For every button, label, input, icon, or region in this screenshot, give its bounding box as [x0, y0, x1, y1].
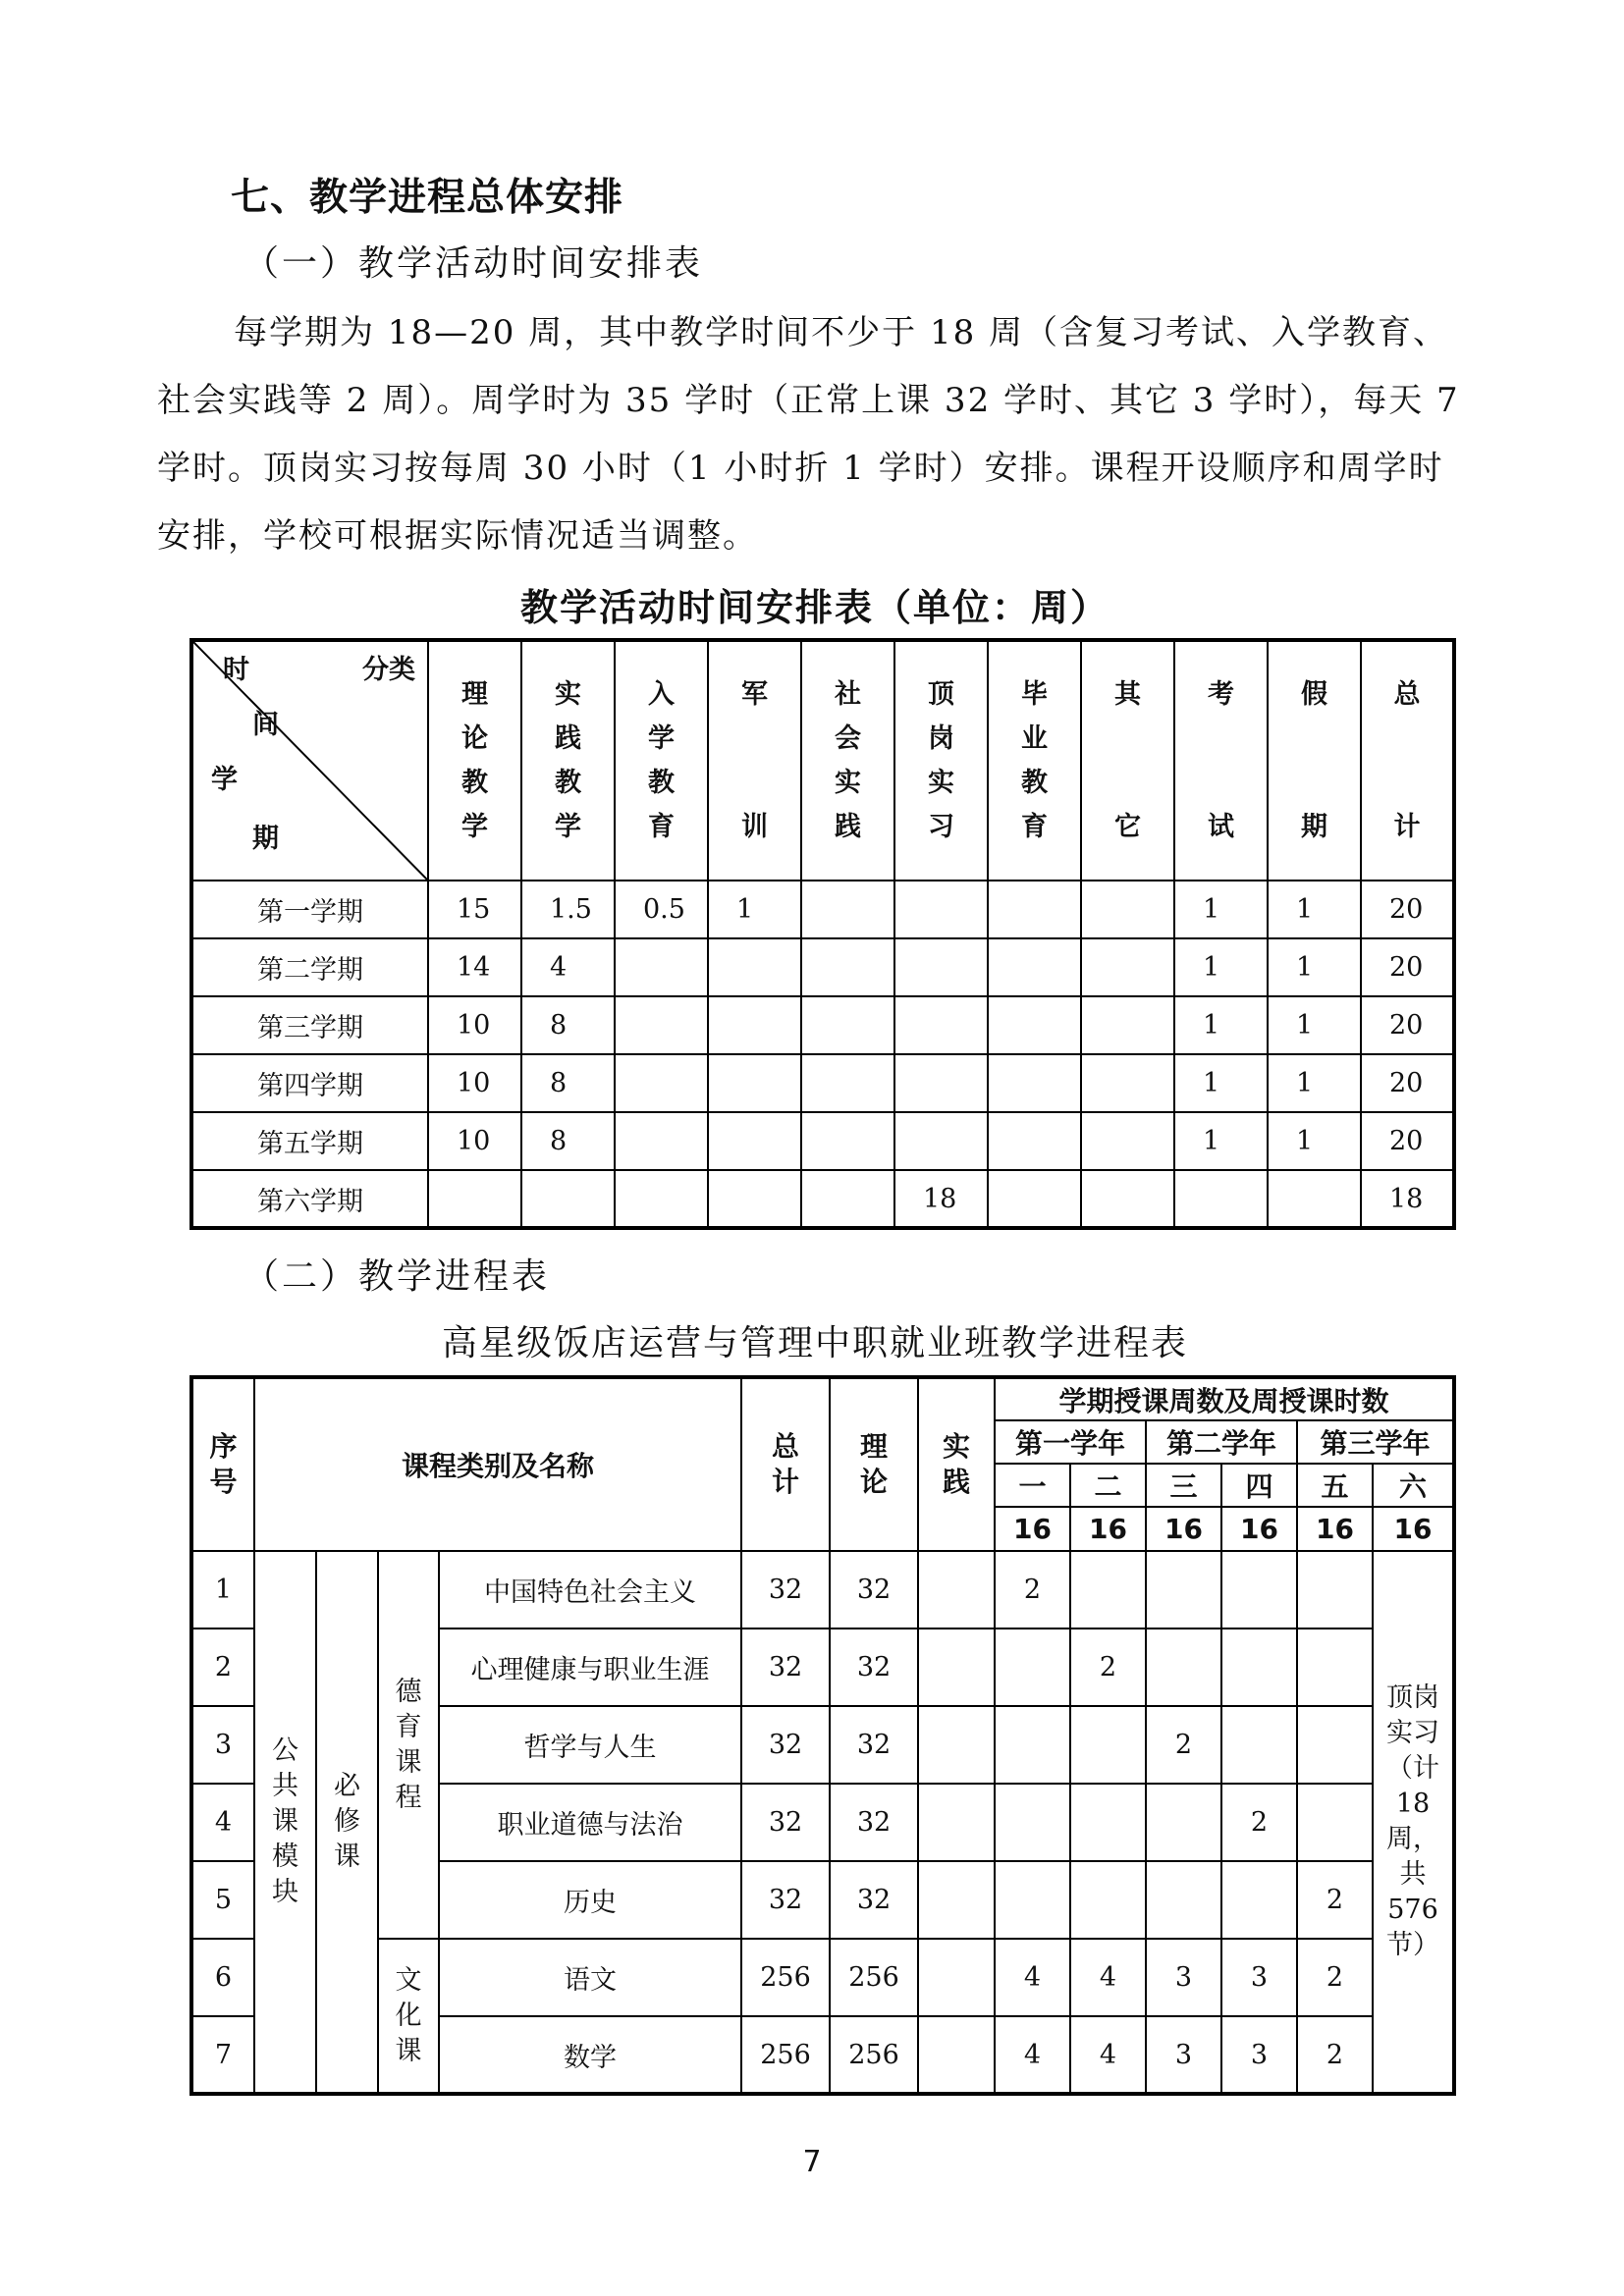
table1-row — [191, 996, 1454, 1054]
table1-cell — [988, 938, 1081, 996]
table1-cell — [1081, 1054, 1174, 1112]
term-hours — [1297, 1551, 1373, 1629]
course-name: 职业道德与法治 — [439, 1784, 741, 1861]
term-hours — [1146, 1551, 1221, 1629]
table1-cell — [988, 996, 1081, 1054]
term-hours: 4 — [995, 2016, 1070, 2094]
table1-cell: 1 — [1174, 1054, 1268, 1112]
course-total: 32 — [741, 1861, 830, 1939]
course-total: 32 — [741, 1706, 830, 1784]
course-theory: 32 — [830, 1861, 918, 1939]
term-hours: 2 — [1297, 1939, 1373, 2016]
culture-course-label: 文 化 课 — [378, 1939, 439, 2094]
term-hours — [995, 1706, 1070, 1784]
header-seq: 序 号 — [191, 1377, 254, 1551]
table1-cell — [428, 1170, 521, 1228]
course-name: 心理健康与职业生涯 — [439, 1629, 741, 1706]
table1-cell — [615, 1112, 708, 1170]
corner-label-c4: 期 — [252, 824, 279, 854]
teaching-progress-table — [189, 1375, 1456, 2096]
course-practice — [918, 1629, 995, 1706]
term-label: 第六学期 — [191, 1170, 428, 1228]
course-name: 中国特色社会主义 — [439, 1551, 741, 1629]
table1-cell — [615, 1054, 708, 1112]
table1-corner-cell — [191, 640, 428, 881]
table1-cell: 1 — [1174, 881, 1268, 938]
intro-paragraph-text: 每学期为 18—20 周，其中教学时间不少于 18 周（含复习考试、入学教育、社会实践等 2 周）。周学时为 35 学时（正常上课 32 学时、其它 3 学时），每天 7 学时。顶岗实习按每周 30 小时（1 小时折 1 学时）安排。课程开设顺序和周学时安排，学校可根据实际情况适当调整。 — [157, 313, 1460, 556]
term-hours: 3 — [1146, 1939, 1221, 2016]
term-hours: 2 — [1297, 1861, 1373, 1939]
table1-cell — [708, 1054, 801, 1112]
table1-cell: 20 — [1361, 1112, 1454, 1170]
table1-cell: 14 — [428, 938, 521, 996]
table1-cell — [988, 1054, 1081, 1112]
table1-cell — [988, 1170, 1081, 1228]
table1-cell — [708, 1170, 801, 1228]
term-hours — [1221, 1861, 1297, 1939]
header-enrollment: 入 学 教 育 — [615, 640, 708, 881]
table1-caption: 教学活动时间安排表（单位：周） — [519, 586, 1110, 629]
term-hours — [1070, 1861, 1146, 1939]
table2-caption: 高星级饭店运营与管理中职就业班教学进程表 — [441, 1323, 1188, 1363]
corner-label-c3: 学 — [211, 765, 238, 795]
term-hours — [1070, 1784, 1146, 1861]
table1-cell: 15 — [428, 881, 521, 938]
table1-body — [191, 881, 1454, 1228]
term-label: 第一学期 — [191, 881, 428, 938]
table1-cell — [615, 938, 708, 996]
header-practice: 实 践 教 学 — [521, 640, 615, 881]
header-internship: 顶 岗 实 习 — [894, 640, 988, 881]
table1-cell — [1174, 1170, 1268, 1228]
table1-cell: 1.5 — [521, 881, 615, 938]
term-hours: 2 — [995, 1551, 1070, 1629]
term-hours — [1070, 1551, 1146, 1629]
header-course-name: 课程类别及名称 — [254, 1377, 741, 1551]
table1-cell: 0.5 — [615, 881, 708, 938]
table1-cell: 1 — [1268, 996, 1361, 1054]
term-hours — [995, 1784, 1070, 1861]
table1-cell — [615, 1170, 708, 1228]
header-term: 五 — [1297, 1464, 1373, 1507]
header-exam: 考 试 — [1174, 640, 1268, 881]
table1-cell: 8 — [521, 1112, 615, 1170]
table1-cell: 1 — [1268, 1112, 1361, 1170]
table1-cell — [1081, 881, 1174, 938]
term-label: 第二学期 — [191, 938, 428, 996]
term-hours: 2 — [1297, 2016, 1373, 2094]
header-practice-hours: 实 践 — [918, 1377, 995, 1551]
subsection-title-1: （一）教学活动时间安排表 — [244, 243, 704, 284]
table1-cell: 20 — [1361, 1054, 1454, 1112]
term-hours: 4 — [1070, 2016, 1146, 2094]
term-hours: 4 — [995, 1939, 1070, 2016]
term-hours — [1221, 1551, 1297, 1629]
course-practice — [918, 1784, 995, 1861]
table1-cell — [988, 1112, 1081, 1170]
course-theory: 32 — [830, 1629, 918, 1706]
course-total: 32 — [741, 1551, 830, 1629]
header-graduation: 毕 业 教 育 — [988, 640, 1081, 881]
course-theory: 256 — [830, 1939, 918, 2016]
course-name: 语文 — [439, 1939, 741, 2016]
table2-body — [191, 1551, 1454, 2094]
term-hours: 2 — [1146, 1706, 1221, 1784]
header-theory: 理 论 教 学 — [428, 640, 521, 881]
table1-cell — [894, 1112, 988, 1170]
page-number: 7 — [802, 2145, 822, 2179]
table1-cell: 10 — [428, 1054, 521, 1112]
corner-label-c2: 间 — [252, 710, 279, 740]
term-label: 第五学期 — [191, 1112, 428, 1170]
table1-cell — [894, 881, 988, 938]
row-number: 6 — [191, 1939, 254, 2016]
term-hours: 3 — [1146, 2016, 1221, 2094]
term-hours — [1146, 1861, 1221, 1939]
term-hours — [1297, 1629, 1373, 1706]
table1-cell — [988, 881, 1081, 938]
header-year-3: 第三学年 — [1297, 1420, 1454, 1464]
course-name: 历史 — [439, 1861, 741, 1939]
table1-cell: 20 — [1361, 996, 1454, 1054]
table1-cell: 1 — [1174, 1112, 1268, 1170]
table1-cell — [801, 1170, 894, 1228]
moral-course-label: 德 育 课 程 — [378, 1551, 439, 1939]
table1-cell — [801, 1054, 894, 1112]
header-schedule: 学期授课周数及周授课时数 — [995, 1377, 1454, 1420]
term-hours: 2 — [1221, 1784, 1297, 1861]
term-hours: 4 — [1070, 1939, 1146, 2016]
table1-row — [191, 1170, 1454, 1228]
table1-cell — [894, 938, 988, 996]
row-number: 1 — [191, 1551, 254, 1629]
table1-cell — [708, 938, 801, 996]
header-year-2: 第二学年 — [1146, 1420, 1297, 1464]
table1-cell: 10 — [428, 996, 521, 1054]
course-practice — [918, 1861, 995, 1939]
header-total-hours: 总 计 — [741, 1377, 830, 1551]
subsection-title-2: （二）教学进程表 — [244, 1256, 551, 1297]
table1-cell — [801, 938, 894, 996]
row-number: 7 — [191, 2016, 254, 2094]
table1-row — [191, 1054, 1454, 1112]
header-holiday: 假 期 — [1268, 640, 1361, 881]
row-number: 4 — [191, 1784, 254, 1861]
course-theory: 256 — [830, 2016, 918, 2094]
header-military: 军 训 — [708, 640, 801, 881]
required-label: 必 修 课 — [316, 1551, 378, 2094]
header-term: 一 — [995, 1464, 1070, 1507]
intro-paragraph — [157, 299, 1478, 570]
header-term: 四 — [1221, 1464, 1297, 1507]
header-other: 其 它 — [1081, 640, 1174, 881]
course-theory: 32 — [830, 1784, 918, 1861]
term-hours — [1297, 1706, 1373, 1784]
header-term: 二 — [1070, 1464, 1146, 1507]
row-number: 2 — [191, 1629, 254, 1706]
table1-cell — [801, 996, 894, 1054]
term-label: 第三学期 — [191, 996, 428, 1054]
header-weeks: 16 — [1146, 1507, 1221, 1551]
term-hours: 3 — [1221, 2016, 1297, 2094]
header-total: 总 计 — [1361, 640, 1454, 881]
table1-row — [191, 938, 1454, 996]
term-hours: 3 — [1221, 1939, 1297, 2016]
header-theory-hours: 理 论 — [830, 1377, 918, 1551]
header-weeks: 16 — [1373, 1507, 1454, 1551]
term-hours: 2 — [1070, 1629, 1146, 1706]
table1-cell — [521, 1170, 615, 1228]
header-weeks: 16 — [1297, 1507, 1373, 1551]
table1-cell: 1 — [1174, 938, 1268, 996]
table1-cell: 18 — [1361, 1170, 1454, 1228]
course-total: 256 — [741, 1939, 830, 2016]
term-hours — [995, 1629, 1070, 1706]
term-hours — [1221, 1629, 1297, 1706]
header-weeks: 16 — [995, 1507, 1070, 1551]
term-hours — [1070, 1706, 1146, 1784]
course-name: 数学 — [439, 2016, 741, 2094]
table1-cell — [615, 996, 708, 1054]
course-name: 哲学与人生 — [439, 1706, 741, 1784]
corner-label-c1: 时 — [223, 655, 249, 685]
course-practice — [918, 1939, 995, 2016]
table1-row — [191, 881, 1454, 938]
table1-cell: 18 — [894, 1170, 988, 1228]
table1-cell — [1268, 1170, 1361, 1228]
table1-cell: 1 — [1268, 1054, 1361, 1112]
term-hours — [1146, 1629, 1221, 1706]
table1-cell — [1081, 996, 1174, 1054]
table1-cell: 8 — [521, 996, 615, 1054]
course-row — [191, 1551, 1454, 1629]
table1-cell — [1081, 1170, 1174, 1228]
course-theory: 32 — [830, 1706, 918, 1784]
activity-schedule-table — [189, 638, 1456, 1230]
section-title: 七、教学进程总体安排 — [231, 176, 624, 220]
table1-cell — [801, 881, 894, 938]
table1-cell: 1 — [1268, 881, 1361, 938]
term-hours — [1297, 1784, 1373, 1861]
table1-row — [191, 1112, 1454, 1170]
header-social-practice: 社 会 实 践 — [801, 640, 894, 881]
term-hours — [1146, 1784, 1221, 1861]
table1-header-row — [191, 640, 1454, 881]
internship-note: 顶岗 实习 （计 18 周， 共 576 节） — [1373, 1551, 1454, 2094]
header-year-1: 第一学年 — [995, 1420, 1146, 1464]
table1-cell: 8 — [521, 1054, 615, 1112]
table1-cell: 10 — [428, 1112, 521, 1170]
header-term: 三 — [1146, 1464, 1221, 1507]
table1-cell: 4 — [521, 938, 615, 996]
table1-cell: 1 — [708, 881, 801, 938]
table1-cell: 20 — [1361, 938, 1454, 996]
row-number: 3 — [191, 1706, 254, 1784]
table1-cell — [894, 1054, 988, 1112]
course-practice — [918, 1551, 995, 1629]
course-total: 256 — [741, 2016, 830, 2094]
module-label: 公 共 课 模 块 — [254, 1551, 316, 2094]
course-practice — [918, 1706, 995, 1784]
table1-cell: 1 — [1174, 996, 1268, 1054]
header-weeks: 16 — [1070, 1507, 1146, 1551]
header-weeks: 16 — [1221, 1507, 1297, 1551]
table1-cell — [708, 1112, 801, 1170]
course-theory: 32 — [830, 1551, 918, 1629]
table1-cell — [1081, 938, 1174, 996]
term-hours — [1221, 1706, 1297, 1784]
table1-cell — [1081, 1112, 1174, 1170]
header-term: 六 — [1373, 1464, 1454, 1507]
table1-cell: 1 — [1268, 938, 1361, 996]
course-practice — [918, 2016, 995, 2094]
row-number: 5 — [191, 1861, 254, 1939]
table1-cell — [708, 996, 801, 1054]
course-total: 32 — [741, 1629, 830, 1706]
term-label: 第四学期 — [191, 1054, 428, 1112]
term-hours — [995, 1861, 1070, 1939]
table1-cell — [894, 996, 988, 1054]
corner-label-category: 分类 — [362, 655, 415, 685]
course-row — [191, 1939, 1454, 2016]
table1-cell — [801, 1112, 894, 1170]
course-total: 32 — [741, 1784, 830, 1861]
table1-cell: 20 — [1361, 881, 1454, 938]
